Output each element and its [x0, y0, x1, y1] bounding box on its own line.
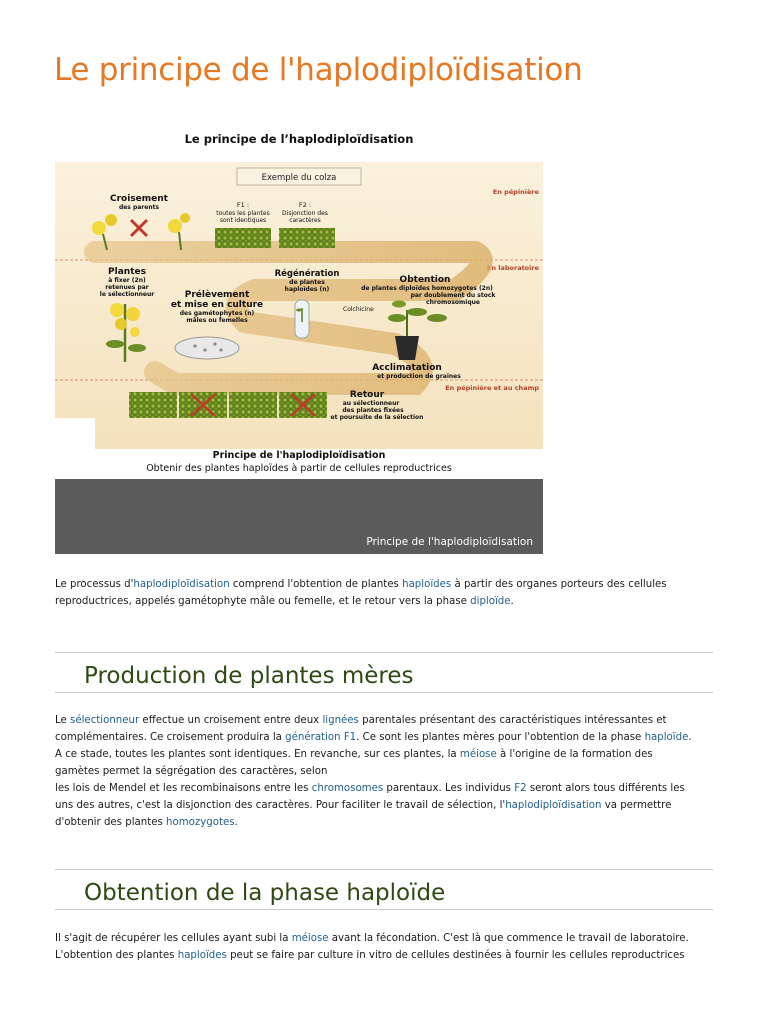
retour-title: Retour	[349, 390, 385, 400]
figure-caption-title: Principe de l'haplodiploïdisation	[212, 450, 386, 461]
link-lignees[interactable]: lignées	[322, 715, 359, 726]
zone-label-pepiniere: En pépinière	[492, 188, 539, 196]
text: .	[234, 817, 238, 828]
prelevement-sub2: mâles ou femelles	[186, 317, 248, 324]
section-title-production: Production de plantes mères	[84, 663, 414, 689]
text: . Ce sont les plantes mères pour l'obtention de la phase	[356, 732, 645, 743]
link-haploides[interactable]: haploïdes	[402, 579, 452, 590]
figure-footer: Principe de l'haplodiploïdisation	[366, 536, 533, 548]
intro-paragraph	[55, 576, 695, 610]
obtention-sub2: par doublement du stock	[410, 292, 496, 299]
retour-sub2: des plantes fixées	[342, 407, 404, 414]
f1-crop-field-icon	[215, 228, 271, 248]
link-diploide[interactable]: diploïde	[470, 596, 511, 607]
link-meiose[interactable]: méiose	[291, 933, 329, 944]
text: . A ce stade, toutes les plantes sont identiques. En revanche, sur ces plantes, la	[55, 732, 692, 760]
regeneration-title: Régénération	[274, 269, 340, 279]
link-haploide[interactable]: haploïde	[644, 732, 689, 743]
plantes-title: Plantes	[108, 267, 146, 277]
text: Il s'agit de récupérer les cellules ayant subi la	[55, 933, 292, 944]
example-label: Exemple du colza	[261, 173, 337, 183]
section-divider	[55, 869, 713, 870]
acclimatation-sub: et production de graines	[377, 373, 461, 380]
retour-sub3: et poursuite de la sélection	[330, 414, 424, 421]
section1-paragraph	[55, 712, 695, 831]
plantes-sub1: à fixer (2n)	[108, 277, 146, 284]
acclimatation-title: Acclimatation	[372, 363, 442, 373]
link-generation-f1[interactable]: génération F1	[285, 732, 357, 743]
text: Le processus d'	[55, 579, 134, 590]
regeneration-sub2: haploïdes (n)	[284, 286, 330, 293]
test-tube-icon	[295, 300, 309, 338]
text: à partir des organes porteurs des cellules reproductrices, appelés gamétophyte mâle ou femelle, et le retour vers la phase	[55, 579, 667, 607]
obtention-sub3: chromosomique	[426, 299, 480, 306]
page-title: Le principe de l'haplodiploïdisation	[54, 52, 583, 88]
f2-sub2: caractères	[289, 217, 321, 224]
prelevement-title1: Prélèvement	[184, 290, 250, 300]
zone-label-champ: En pépinière et au champ	[445, 384, 539, 392]
text: va permettre d'obtenir des plantes	[55, 800, 672, 828]
haplodiploidisation-diagram	[55, 122, 543, 449]
link-haplodiploidisation[interactable]: haplodiploïdisation	[133, 579, 230, 590]
plantes-sub3: le sélectionneur	[99, 291, 155, 298]
text: à l'origine de la formation des gamètes permet la ségrégation des caractères, selon	[55, 749, 653, 777]
petri-dish-icon	[175, 337, 239, 359]
section-divider	[55, 652, 713, 653]
text: seront alors tous différents les uns des autres, c'est la disjonction des caractères. Pour faciliter le travail de sélection, l'	[55, 783, 685, 811]
obtention-sub1: de plantes diploïdes homozygotes (2n)	[361, 285, 493, 292]
f2-sub1: Disjonction des	[282, 210, 328, 217]
zone-label-laboratoire: En laboratoire	[486, 264, 539, 272]
link-selectionneur[interactable]: sélectionneur	[70, 715, 140, 726]
figure	[55, 122, 543, 554]
croisement-sub: des parents	[118, 204, 160, 211]
link-f2[interactable]: F2	[514, 783, 527, 794]
link-haplodiploidisation[interactable]: haplodiploïdisation	[505, 800, 602, 811]
link-chromosomes[interactable]: chromosomes	[311, 783, 384, 794]
prelevement-title2: et mise en culture	[170, 300, 264, 310]
prelevement-sub1: des gamétophytes (n)	[179, 310, 255, 317]
link-meiose[interactable]: méiose	[459, 749, 497, 760]
f1-sub1: toutes les plantes	[216, 210, 270, 217]
text: peut se faire par culture in vitro de cellules destinées à fournir les cellules reproductrices	[226, 950, 685, 961]
text: effectue un croisement entre deux	[139, 715, 323, 726]
obtention-title: Obtention	[399, 275, 451, 285]
text: les lois de Mendel et les recombinaisons entre les	[55, 783, 312, 794]
figure-caption	[55, 449, 543, 479]
link-haploides[interactable]: haploïdes	[177, 950, 227, 961]
text: avant la fécondation. C'est là que commence le travail de laboratoire.	[328, 933, 689, 944]
f1-sub2: sont identiques	[219, 217, 267, 224]
section-title-phase-haploide: Obtention de la phase haploïde	[84, 880, 446, 906]
f1-title: F1 :	[236, 201, 250, 209]
section-divider	[55, 692, 713, 693]
text: parentales présentant des caractéristiques intéressantes et complémentaires. Ce croisement produira la	[55, 715, 667, 743]
f2-title: F2 :	[298, 201, 312, 209]
regeneration-sub1: de plantes	[289, 279, 325, 286]
diagram-title: Le principe de l’haplodiploïdisation	[184, 132, 414, 146]
f2-crop-field-icon	[279, 228, 335, 248]
section2-paragraph	[55, 930, 695, 964]
text: L'obtention des plantes	[55, 950, 178, 961]
text: .	[510, 596, 514, 607]
text: parentaux. Les individus	[383, 783, 515, 794]
link-homozygotes[interactable]: homozygotes	[166, 817, 235, 828]
figure-caption-text: Obtenir des plantes haploïdes à partir de cellules reproductrices	[146, 463, 452, 474]
retour-sub1: au sélectionneur	[342, 400, 400, 407]
section-divider	[55, 909, 713, 910]
plantes-sub2: retenues par	[105, 284, 149, 291]
croisement-title: Croisement	[110, 194, 168, 204]
text: comprend l'obtention de plantes	[229, 579, 403, 590]
text: Le	[55, 715, 71, 726]
colchicine-label: Colchicine	[343, 306, 374, 313]
